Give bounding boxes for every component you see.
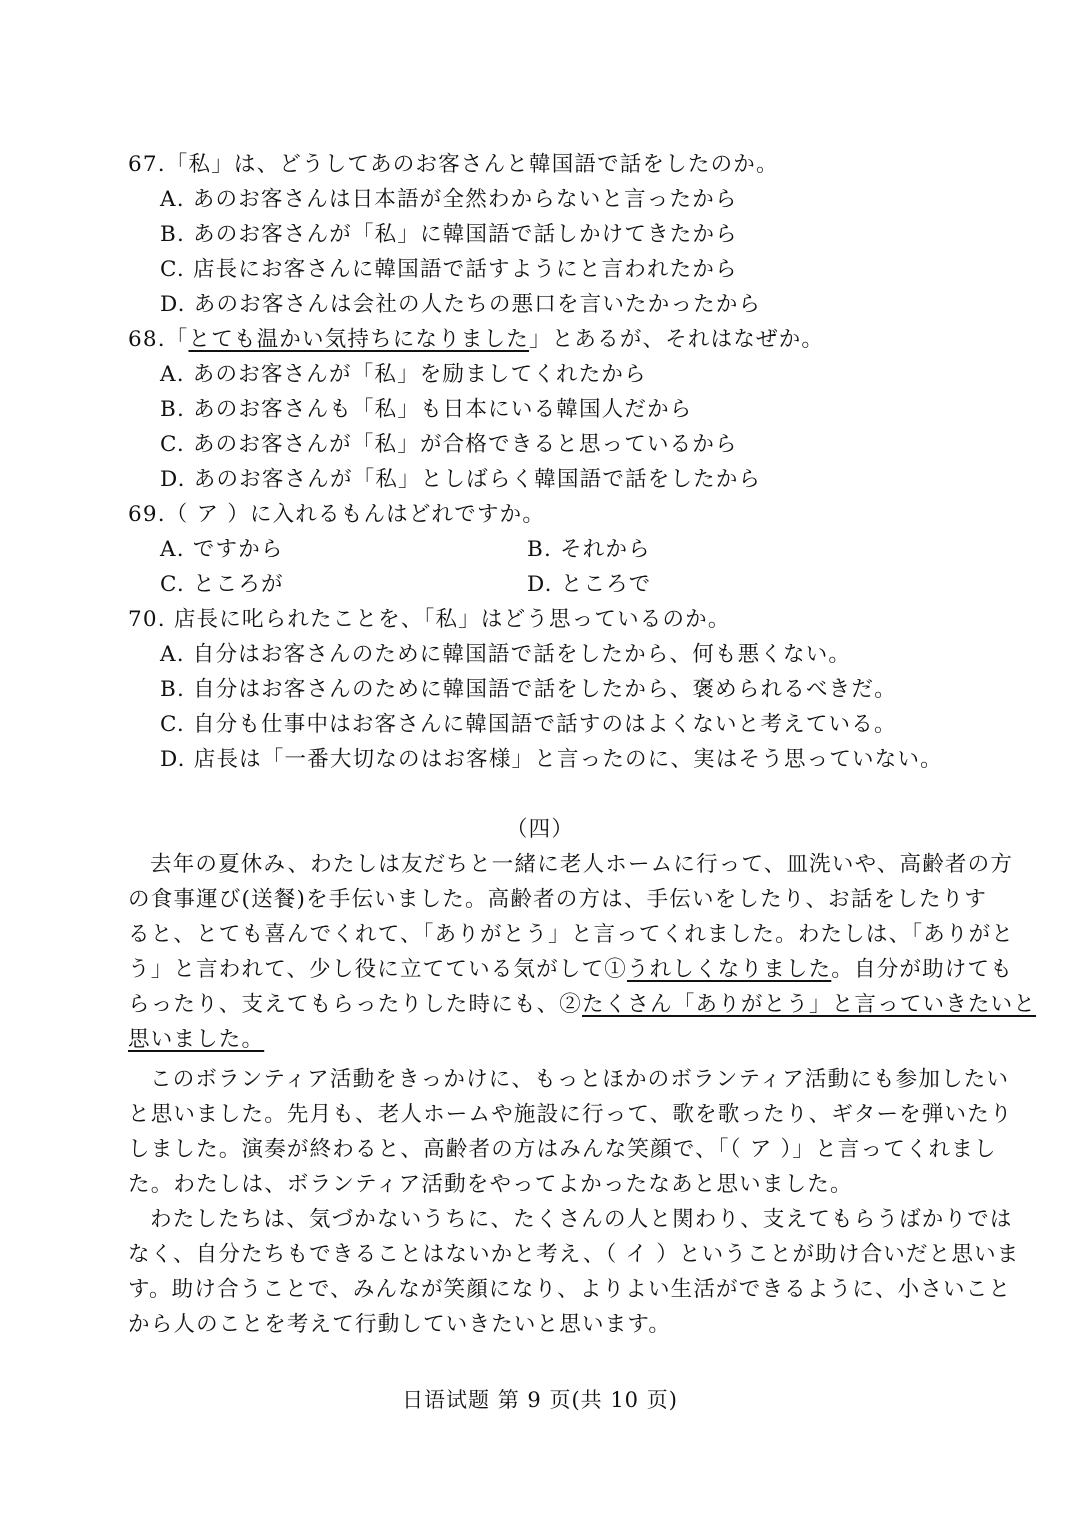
question-70-option-b: B. 自分はお客さんのために韓国語で話をしたから、褒められるべきだ。 [160, 677, 897, 702]
section-heading: （四） [505, 817, 575, 842]
question-67-option-d: D. あのお客さんは会社の人たちの悪口を言いたかったから [160, 292, 762, 317]
question-67-stem: 67.「私」は、どうしてあのお客さんと韓国語で話をしたのか。 [128, 152, 779, 177]
question-70-option-c: C. 自分も仕事中はお客さんに韓国語で話すのはよくないと考えている。 [160, 712, 897, 737]
question-68-stem-pre: 68.「 [128, 327, 189, 352]
question-67-option-a: A. あのお客さんは日本語が全然わからないと言ったから [160, 187, 738, 212]
question-68-option-a: A. あのお客さんが「私」を励ましてくれたから [160, 362, 647, 387]
passage-p1-line: 去年の夏休み、わたしは友だちと一緒に老人ホームに行って、皿洗いや、高齢者の方 [150, 852, 1014, 877]
passage-p3-line: から人のことを考えて行動していきたいと思います。 [128, 1312, 672, 1337]
question-68-option-c: C. あのお客さんが「私」が合格できると思っているから [160, 432, 738, 457]
passage-p3-line: なく、自分たちもできることはないかと考え、（ イ ）ということが助け合いだと思いま [128, 1242, 1020, 1267]
passage-p2-line: た。わたしは、ボランティア活動をやってよかったなあと思いました。 [128, 1172, 853, 1197]
passage-p1-line [128, 1025, 952, 1055]
passage-p1-line [128, 990, 1037, 1020]
question-69-stem: 69.（ ア ）に入れるもんはどれですか。 [128, 502, 546, 527]
passage-p3-line: す。助け合うことで、みんなが笑顔になり、よりよい生活ができるように、小さいこと [128, 1277, 1012, 1302]
passage-p1-line: の食事運び(送餐)を手伝いました。高齢者の方は、手伝いをしたり、お話をしたりす [128, 887, 988, 912]
passage-p3-line: わたしたちは、気づかないうちに、たくさんの人と関わり、支えてもらうばかりでは [150, 1207, 1013, 1232]
question-68-option-b: B. あのお客さんも「私」も日本にいる韓国人だから [160, 397, 693, 422]
question-69-option-d: D. ところで [527, 572, 652, 597]
question-70-option-a: A. 自分はお客さんのために韓国語で話をしたから、何も悪くない。 [160, 642, 852, 667]
passage-p1-line4-pre: う」と言われて、少し役に立てている気がして① [128, 957, 627, 982]
question-68-option-d: D. あのお客さんが「私」としばらく韓国語で話をしたから [160, 467, 762, 492]
question-67-option-b: B. あのお客さんが「私」に韓国語で話しかけてきたから [160, 222, 738, 247]
passage-p2-line: しました。演奏が終わると、高齢者の方はみんな笑顔で、「（ ア ）」と言ってくれまし [128, 1137, 997, 1162]
passage-p1-line [128, 955, 1013, 985]
question-67-option-c: C. 店長にお客さんに韓国語で話すようにと言われたから [160, 257, 738, 282]
underlined-phrase-2-end: 思いました。 [128, 1027, 265, 1052]
passage-p1-line5-pre: らったり、支えてもらったりした時にも、② [128, 992, 583, 1017]
question-70-option-d: D. 店長は「一番大切なのはお客様」と言ったのに、実はそう思っていない。 [160, 747, 943, 772]
question-69-option-a: A. ですから [160, 537, 284, 562]
question-68-underlined-phrase: とても温かい気持ちになりました [188, 327, 530, 352]
passage-p1-line: ると、とても喜んでくれて、「ありがとう」と言ってくれました。わたしは、「ありがと [128, 922, 1015, 947]
question-70-stem: 70. 店長に叱られたことを、「私」はどう思っているのか。 [128, 607, 731, 632]
question-69-option-b: B. それから [527, 537, 651, 562]
question-69-option-c: C. ところが [160, 572, 284, 597]
question-68-stem-post: 」とあるが、それはなぜか。 [529, 327, 825, 352]
underlined-phrase-1: うれしくなりました [626, 957, 832, 982]
page-footer: 日语试题 第 9 页(共 10 页) [402, 1388, 678, 1412]
passage-p2-line: と思いました。先月も、老人ホームや施設に行って、歌を歌ったり、ギターを弾いたり [128, 1102, 1013, 1127]
passage-p1-line4-post: 。自分が助けても [831, 957, 1013, 982]
passage-p2-line: このボランティア活動をきっかけに、もっとほかのボランティア活動にも参加したい [150, 1067, 1010, 1092]
underlined-phrase-2: たくさん「ありがとう」と言っていきたいと [582, 992, 1037, 1017]
question-68-stem [128, 325, 824, 355]
